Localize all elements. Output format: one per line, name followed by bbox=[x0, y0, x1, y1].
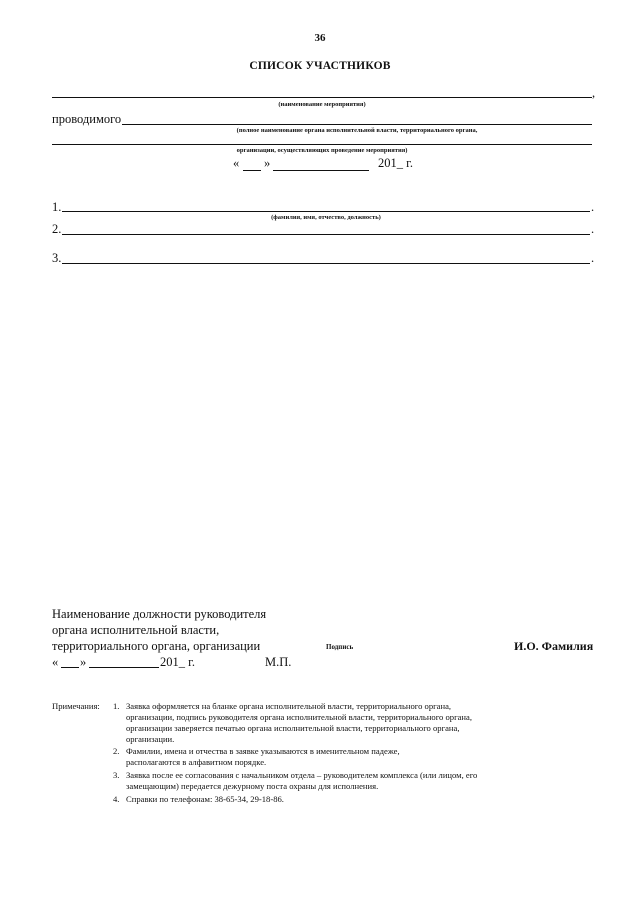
note-line: замещающим) передается дежурному поста охраны для исполнения. bbox=[126, 781, 379, 791]
notes-label: Примечания: bbox=[52, 701, 100, 711]
note-line: Справки по телефонам: 38-65-34, 29-18-86. bbox=[126, 794, 284, 804]
note-number: 1. bbox=[113, 701, 120, 711]
participant-end: . bbox=[591, 251, 595, 265]
signer-position-line3: территориального органа, организации bbox=[52, 639, 261, 653]
caption-person: (фамилия, имя, отчество, должность) bbox=[271, 214, 381, 221]
signature-date-day-line bbox=[61, 667, 79, 668]
page-number: 36 bbox=[314, 32, 326, 44]
signature-label: Подпись bbox=[326, 643, 354, 651]
event-trailing-comma: , bbox=[592, 86, 596, 100]
caption-organ-line1: (полное наименование органа исполнительной власти, территориального органа, bbox=[236, 127, 478, 134]
signer-position-line2: органа исполнительной власти, bbox=[52, 623, 220, 637]
signature-date-close-quote: » bbox=[80, 655, 87, 669]
document-title: СПИСОК УЧАСТНИКОВ bbox=[249, 60, 391, 72]
conducted-label: проводимого bbox=[52, 112, 122, 126]
date-year: 201_ г. bbox=[378, 156, 413, 170]
note-line: Заявка оформляется на бланке органа исполнительной власти, территориального органа, bbox=[126, 701, 452, 711]
note-number: 3. bbox=[113, 770, 120, 780]
note-line: организации заверяется печатью органа исполнительной власти, территориального органа, bbox=[126, 723, 460, 733]
note-line: Заявка после ее согласования с начальником отделa – руководителем комплекса (или лицом, его bbox=[126, 770, 478, 780]
note-number: 4. bbox=[113, 794, 120, 804]
date-day-line bbox=[243, 170, 261, 171]
note-line: располагаются в алфавитном порядке. bbox=[126, 757, 267, 767]
participant-line bbox=[62, 234, 590, 235]
date-month-line bbox=[273, 170, 369, 171]
organ-name-line bbox=[122, 124, 592, 125]
note-number: 2. bbox=[113, 746, 120, 756]
participant-number: 3. bbox=[52, 251, 62, 265]
date-close-quote: » bbox=[264, 156, 271, 170]
participant-line bbox=[62, 211, 590, 212]
signature-date-month-line bbox=[89, 667, 159, 668]
signer-name: И.О. Фамилия bbox=[514, 639, 594, 653]
caption-event: (наименование мероприятия) bbox=[278, 101, 366, 108]
participant-line bbox=[62, 263, 590, 264]
organ-name-line-2 bbox=[52, 144, 592, 145]
note-line: Фамилии, имена и отчества в заявке указываются в именительном падеже, bbox=[126, 746, 400, 756]
signer-position-line1: Наименование должности руководителя bbox=[52, 607, 267, 621]
participant-number: 2. bbox=[52, 222, 62, 236]
event-name-line bbox=[52, 97, 592, 98]
signature-date-year: 201_ г. bbox=[160, 655, 195, 669]
signature-date-open-quote: « bbox=[52, 655, 59, 669]
participant-number: 1. bbox=[52, 200, 62, 214]
participant-end: . bbox=[591, 222, 595, 236]
date-open-quote: « bbox=[233, 156, 240, 170]
caption-organ-line2: организации, осуществляющих проведение мероприятия) bbox=[236, 147, 408, 154]
participant-end: . bbox=[591, 200, 595, 214]
stamp-label: М.П. bbox=[265, 655, 292, 669]
note-line: организации. bbox=[126, 734, 175, 744]
note-line: организации, подпись руководителя органа исполнительной власти, территориального органа, bbox=[126, 712, 472, 722]
